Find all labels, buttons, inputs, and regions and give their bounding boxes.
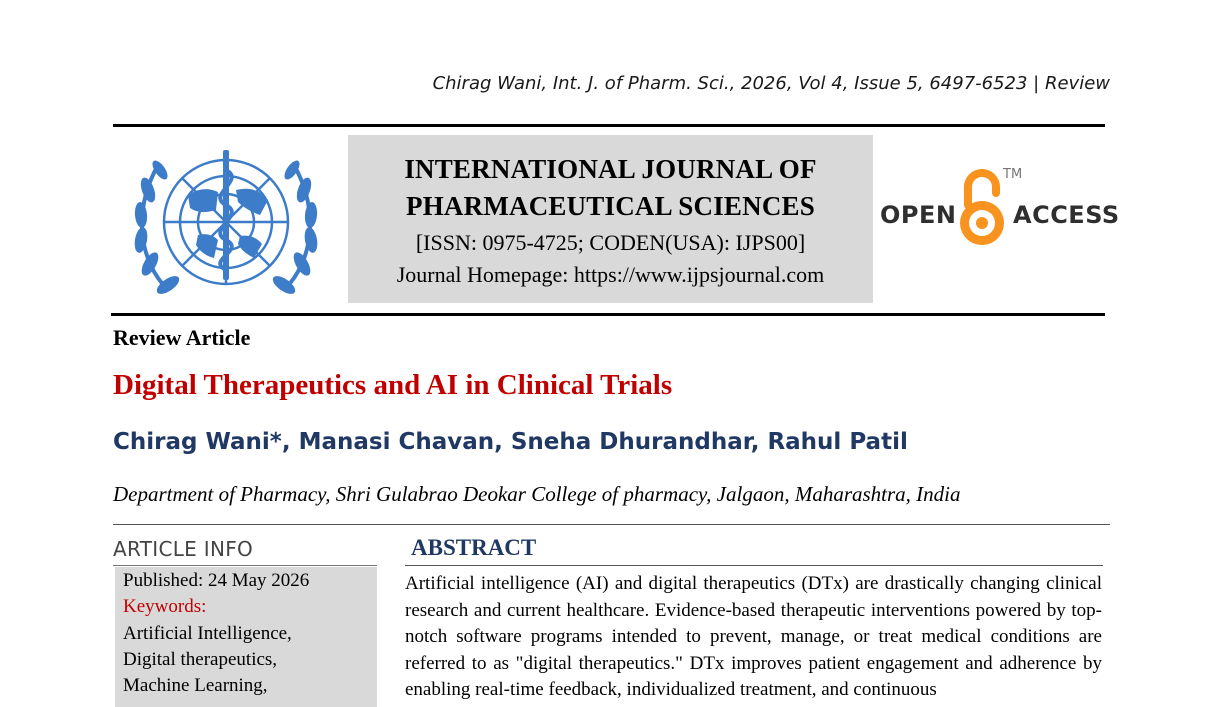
open-access-lock-icon <box>954 165 1010 249</box>
journal-name-line1: INTERNATIONAL JOURNAL OF <box>404 154 817 184</box>
journal-name <box>348 151 873 225</box>
keywords-label: Keywords: <box>123 596 207 617</box>
article-type: Review Article <box>113 325 251 350</box>
journal-header-box <box>348 135 873 303</box>
section-divider <box>113 524 1110 525</box>
open-access-access-text: ACCESS <box>1013 201 1120 229</box>
top-divider <box>113 124 1105 127</box>
abstract-rule <box>405 565 1103 566</box>
keyword-item: Digital therapeutics, <box>123 649 278 670</box>
author-list: Chirag Wani*, Manasi Chavan, Sneha Dhurandhar, Rahul Patil <box>113 429 908 455</box>
published-date: Published: 24 May 2026 <box>123 570 310 591</box>
affiliation: Department of Pharmacy, Shri Gulabrao Deokar College of pharmacy, Jalgaon, Maharashtra, India <box>113 482 961 506</box>
citation-header: Chirag Wani, Int. J. of Pharm. Sci., 2026, Vol 4, Issue 5, 6497-6523 | Review <box>432 73 1110 94</box>
open-access-open-text: OPEN <box>880 201 957 229</box>
article-title: Digital Therapeutics and AI in Clinical Trials <box>113 369 673 401</box>
keyword-item: Machine Learning, <box>123 675 268 696</box>
journal-issn: [ISSN: 0975-4725; CODEN(USA): IJPS00] <box>415 230 806 255</box>
open-access-logo <box>880 165 1120 255</box>
trademark-mark: TM <box>1003 167 1023 182</box>
article-info-rule <box>113 565 377 566</box>
abstract-body: Artificial intelligence (AI) and digital therapeutics (DTx) are drastically changing clinical research and current healthcare. Evidence-based therapeutic interventions powered by top-notch software programs intended to prevent, manage, or treat medical conditions are referred to as "digital therapeutics." DTx improves patient engagement and adherence by enabling real-time feedback, individualized treatment, and continuous <box>405 573 1102 700</box>
journal-name-line2: PHARMACEUTICAL SCIENCES <box>406 191 815 221</box>
abstract-heading: ABSTRACT <box>411 535 537 560</box>
article-info-box <box>115 567 377 707</box>
journal-homepage[interactable]: Journal Homepage: https://www.ijpsjournal.com <box>396 262 825 287</box>
article-info-heading: ARTICLE INFO <box>113 537 254 561</box>
keyword-item: Artificial Intelligence, <box>123 623 292 644</box>
header-bottom-divider <box>111 313 1105 316</box>
un-emblem-logo <box>128 140 324 306</box>
